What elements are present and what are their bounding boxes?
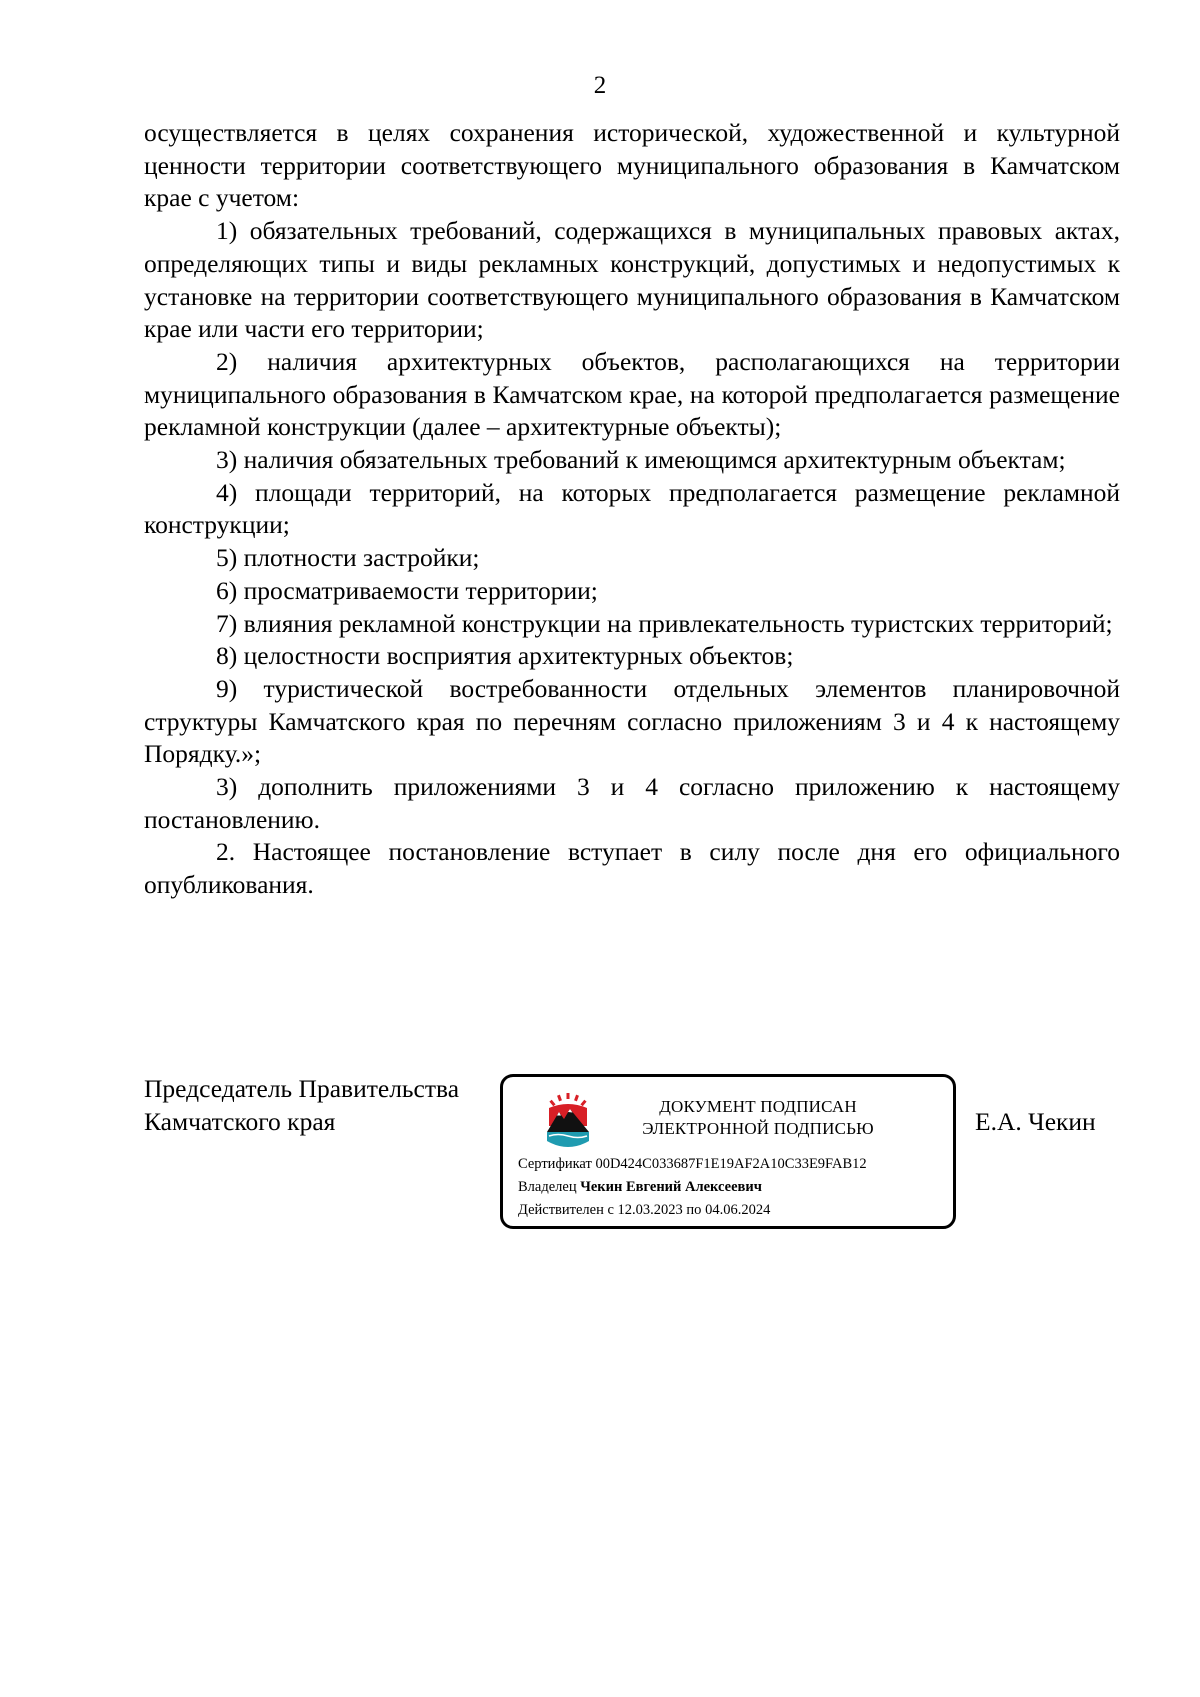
certificate-value: 00D424C033687F1E19AF2A10C33E9FAB12 xyxy=(595,1156,867,1172)
document-body xyxy=(144,117,1120,902)
signer-name: Е.А. Чекин xyxy=(975,1107,1096,1136)
electronic-signature-stamp xyxy=(500,1074,956,1229)
list-item: 1) обязательных требований, содержащихся в муниципальных правовых актах, определяющих типы и виды рекламных конструкций, допустимых и недопустимых к установке на территории соответствующего муниципального образования в Камчатском крае или части его территории; xyxy=(144,216,1120,344)
list-item: 9) туристической востребованности отдельных элементов планировочной структуры Камчатского края по перечням согласно приложениям 3 и 4 к настоящему Порядку.»; xyxy=(144,673,1120,769)
list-item: 3) наличия обязательных требований к имеющимся архитектурным объектам; xyxy=(216,445,1066,475)
signer-title xyxy=(144,1073,459,1138)
list-item: 5) плотности застройки; xyxy=(216,543,480,573)
effective-date-clause: 2. Настоящее постановление вступает в силу после дня его официального опубликования. xyxy=(144,837,1120,900)
list-item: 6) просматриваемости территории; xyxy=(216,575,598,605)
owner-line xyxy=(518,1178,762,1196)
validity-line xyxy=(518,1201,770,1219)
page-number: 2 xyxy=(593,72,607,99)
valid-to-label: по xyxy=(686,1202,702,1218)
stamp-header-line: ЭЛЕКТРОННОЙ ПОДПИСЬЮ xyxy=(642,1119,874,1138)
owner-label: Владелец xyxy=(518,1179,577,1195)
kamchatka-coat-of-arms-icon xyxy=(543,1092,593,1154)
certificate-line xyxy=(518,1155,867,1173)
stamp-header xyxy=(613,1096,903,1140)
valid-to-date: 04.06.2024 xyxy=(705,1202,771,1218)
list-item: 8) целостности восприятия архитектурных объектов; xyxy=(216,641,794,671)
stamp-header-line: ДОКУМЕНТ ПОДПИСАН xyxy=(659,1097,857,1116)
owner-value: Чекин Евгений Алексеевич xyxy=(580,1179,762,1195)
amendment-item: 3) дополнить приложениями 3 и 4 согласно приложению к настоящему постановлению. xyxy=(144,772,1120,834)
valid-from-date: 12.03.2023 xyxy=(617,1202,683,1218)
valid-from-label: с xyxy=(607,1202,614,1218)
certificate-label: Сертификат xyxy=(518,1156,592,1172)
list-item: 4) площади территорий, на которых предполагается размещение рекламной конструкции; xyxy=(144,477,1120,540)
signer-title-line: Председатель Правительства xyxy=(144,1074,460,1103)
list-item: 2) наличия архитектурных объектов, располагающихся на территории муниципального образования в Камчатском крае, на которой предполагается размещение рекламной конструкции (далее – архитектурные объекты); xyxy=(144,346,1120,442)
paragraph: осуществляется в целях сохранения исторической, художественной и культурной ценности территории соответствующего муниципального образования в Камчатском крае с учетом: xyxy=(144,118,1120,213)
valid-label: Действителен xyxy=(518,1202,604,1218)
signer-title-line: Камчатского края xyxy=(144,1106,336,1136)
list-item: 7) влияния рекламной конструкции на привлекательность туристских территорий; xyxy=(216,608,1113,638)
